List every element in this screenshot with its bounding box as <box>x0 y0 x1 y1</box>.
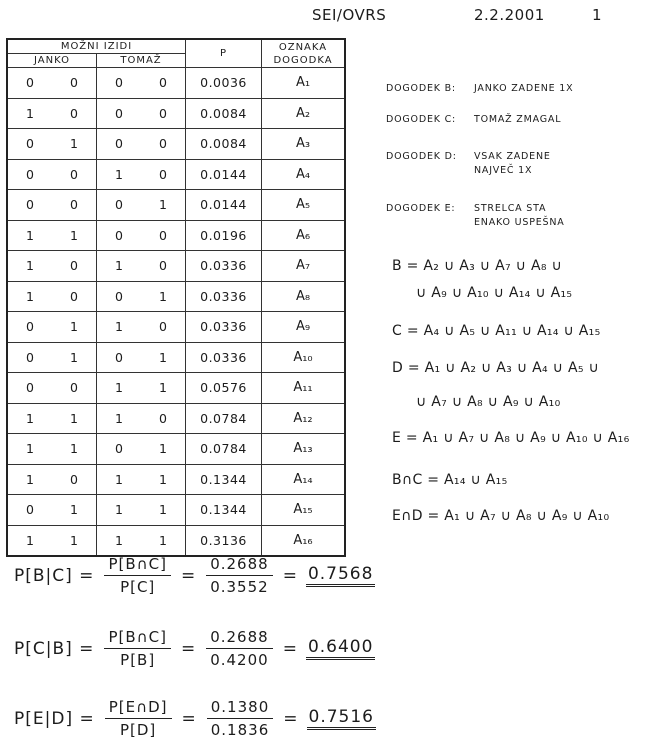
cell: 1 <box>7 403 52 434</box>
cell: 0 <box>52 98 97 129</box>
cell: 0 <box>141 159 186 190</box>
cell: 1 <box>52 403 97 434</box>
fraction-numerator: P[B∩C] <box>104 628 171 649</box>
event-label: A₁ <box>262 68 346 99</box>
fraction-denominator: 0.1836 <box>210 721 270 739</box>
equation-e-and-d: E∩D = A₁ ∪ A₇ ∪ A₈ ∪ A₉ ∪ A₁₀ <box>392 508 610 524</box>
equals-sign: = <box>282 565 298 586</box>
event-label: A₄ <box>262 159 346 190</box>
cell: 0 <box>97 434 142 465</box>
event-label: A₁₆ <box>262 525 346 556</box>
cell: 1 <box>97 312 142 343</box>
calc-p-c-given-b <box>14 628 375 669</box>
cell: 1 <box>141 525 186 556</box>
cell: 0 <box>7 68 52 99</box>
cell: 1 <box>7 434 52 465</box>
event-label: A₁₂ <box>262 403 346 434</box>
fraction-numerator: 0.2688 <box>206 628 273 649</box>
definition-e <box>386 202 584 230</box>
event-label: A₁₁ <box>262 373 346 404</box>
cell: 1 <box>97 373 142 404</box>
event-label: A₃ <box>262 129 346 160</box>
cell: 1 <box>52 495 97 526</box>
table-row <box>7 434 345 465</box>
table-row <box>7 525 345 556</box>
cell: 0 <box>7 373 52 404</box>
event-label: A₁₃ <box>262 434 346 465</box>
event-label: A₂ <box>262 98 346 129</box>
cell: 1 <box>97 495 142 526</box>
prob-cell: 0.3136 <box>186 525 262 556</box>
table-row <box>7 68 345 99</box>
cell: 1 <box>52 129 97 160</box>
equation-d-line-2: ∪ A₇ ∪ A₈ ∪ A₉ ∪ A₁₀ <box>416 394 561 410</box>
definition-key: DOGODEK D: <box>386 151 457 162</box>
cell: 1 <box>7 98 52 129</box>
cell: 1 <box>97 525 142 556</box>
event-label: A₁₅ <box>262 495 346 526</box>
label-header: OZNAKA DOGODKA <box>262 39 346 68</box>
equation-b-line-1: B = A₂ ∪ A₃ ∪ A₇ ∪ A₈ ∪ <box>392 258 563 274</box>
cell: 0 <box>7 190 52 221</box>
table-row <box>7 98 345 129</box>
prob-cell: 0.0336 <box>186 312 262 343</box>
cell: 0 <box>7 312 52 343</box>
cell: 0 <box>52 159 97 190</box>
cell: 0 <box>97 342 142 373</box>
definition-key: DOGODEK E: <box>386 203 456 214</box>
prob-cell: 0.0784 <box>186 434 262 465</box>
cell: 0 <box>141 220 186 251</box>
cell: 1 <box>52 220 97 251</box>
calc-result: 0.7568 <box>306 564 375 587</box>
fraction-denominator: P[B] <box>120 651 156 669</box>
definition-text: VSAK ZADENE NAJVEČ 1X <box>474 151 551 176</box>
cell: 1 <box>141 464 186 495</box>
table-row <box>7 464 345 495</box>
definition-d <box>386 150 574 178</box>
prob-cell: 0.0144 <box>186 190 262 221</box>
table-row <box>7 190 345 221</box>
cell: 0 <box>97 190 142 221</box>
equation-b-line-2: ∪ A₉ ∪ A₁₀ ∪ A₁₄ ∪ A₁₅ <box>416 285 573 301</box>
cell: 1 <box>141 373 186 404</box>
prob-cell: 0.0576 <box>186 373 262 404</box>
event-label: A₇ <box>262 251 346 282</box>
table-row <box>7 342 345 373</box>
cell: 0 <box>7 342 52 373</box>
event-label: A₁₀ <box>262 342 346 373</box>
cell: 1 <box>97 403 142 434</box>
cell: 0 <box>52 373 97 404</box>
fraction-numerator: P[E∩D] <box>105 698 172 719</box>
event-label: A₉ <box>262 312 346 343</box>
equals-sign: = <box>180 638 197 659</box>
cell: 1 <box>141 342 186 373</box>
prob-cell: 0.1344 <box>186 495 262 526</box>
table-row <box>7 220 345 251</box>
cell: 1 <box>141 434 186 465</box>
prob-cell: 0.0336 <box>186 281 262 312</box>
definition-text: STRELCA STA ENAKO USPEŠNA <box>474 203 565 228</box>
equals-sign: = <box>180 565 197 586</box>
calc-result: 0.7516 <box>307 707 376 730</box>
cell: 0 <box>97 281 142 312</box>
prob-cell: 0.0336 <box>186 251 262 282</box>
cell: 1 <box>7 464 52 495</box>
equals-sign: = <box>283 708 299 729</box>
symbolic-fraction <box>105 698 172 739</box>
equation-b-and-c: B∩C = A₁₄ ∪ A₁₅ <box>392 472 508 488</box>
table-row <box>7 281 345 312</box>
page-number: 1 <box>592 6 603 24</box>
cell: 0 <box>52 251 97 282</box>
equals-sign: = <box>282 638 298 659</box>
table-row <box>7 159 345 190</box>
event-label: A₆ <box>262 220 346 251</box>
fraction-denominator: P[D] <box>119 721 157 739</box>
cell: 0 <box>7 129 52 160</box>
prob-cell: 0.0084 <box>186 98 262 129</box>
cell: 1 <box>141 281 186 312</box>
event-label: A₅ <box>262 190 346 221</box>
fraction-numerator: P[B∩C] <box>104 555 171 576</box>
cell: 0 <box>97 129 142 160</box>
cell: 1 <box>7 220 52 251</box>
definition-key: DOGODEK B: <box>386 83 456 94</box>
cell: 0 <box>97 220 142 251</box>
table-row <box>7 129 345 160</box>
equation-e: E = A₁ ∪ A₇ ∪ A₈ ∪ A₉ ∪ A₁₀ ∪ A₁₆ <box>392 430 630 446</box>
cell: 1 <box>52 525 97 556</box>
table-row <box>7 251 345 282</box>
fraction-denominator: P[C] <box>120 578 156 596</box>
date: 2.2.2001 <box>474 6 545 24</box>
definition-key: DOGODEK C: <box>386 114 457 125</box>
cell: 1 <box>97 159 142 190</box>
outcomes-table <box>6 38 346 557</box>
prob-cell: 0.0336 <box>186 342 262 373</box>
cell: 1 <box>7 525 52 556</box>
symbolic-fraction <box>104 628 171 669</box>
cell: 1 <box>97 251 142 282</box>
symbolic-fraction <box>104 555 171 596</box>
cell: 0 <box>141 98 186 129</box>
equation-d-line-1: D = A₁ ∪ A₂ ∪ A₃ ∪ A₄ ∪ A₅ ∪ <box>392 360 600 376</box>
cell: 1 <box>52 342 97 373</box>
cell: 0 <box>7 159 52 190</box>
table-row <box>7 403 345 434</box>
cell: 0 <box>141 312 186 343</box>
definition-text: TOMAŽ ZMAGAL <box>474 114 562 125</box>
cell: 1 <box>141 190 186 221</box>
numeric-fraction <box>206 628 273 669</box>
prob-cell: 0.0036 <box>186 68 262 99</box>
cell: 0 <box>141 403 186 434</box>
cell: 1 <box>7 251 52 282</box>
cell: 1 <box>52 312 97 343</box>
equals-sign: = <box>181 708 197 729</box>
definition-c <box>386 113 561 127</box>
prob-header: P <box>186 39 262 68</box>
cell: 0 <box>7 495 52 526</box>
table-row <box>7 312 345 343</box>
table-row <box>7 495 345 526</box>
cell: 1 <box>97 464 142 495</box>
cell: 0 <box>97 98 142 129</box>
prob-cell: 0.0196 <box>186 220 262 251</box>
numeric-fraction <box>206 555 273 596</box>
calc-lhs: P[C|B] = <box>14 638 95 659</box>
event-label: A₁₄ <box>262 464 346 495</box>
cell: 0 <box>52 68 97 99</box>
player-2-header: TOMAŽ <box>97 54 186 68</box>
player-1-header: JANKO <box>7 54 97 68</box>
calc-p-e-given-d <box>14 698 376 739</box>
cell: 0 <box>52 190 97 221</box>
numeric-fraction <box>207 698 274 739</box>
fraction-denominator: 0.4200 <box>210 651 269 669</box>
calc-p-b-given-c <box>14 555 375 596</box>
prob-cell: 0.1344 <box>186 464 262 495</box>
cell: 0 <box>52 464 97 495</box>
definition-b <box>386 82 573 96</box>
equation-c: C = A₄ ∪ A₅ ∪ A₁₁ ∪ A₁₄ ∪ A₁₅ <box>392 323 601 339</box>
cell: 0 <box>141 68 186 99</box>
course-code: SEI/OVRS <box>312 6 387 24</box>
calc-lhs: P[E|D] = <box>14 708 95 729</box>
cell: 1 <box>52 434 97 465</box>
cell: 0 <box>141 129 186 160</box>
fraction-numerator: 0.1380 <box>207 698 274 719</box>
cell: 0 <box>52 281 97 312</box>
calc-lhs: P[B|C] = <box>14 565 95 586</box>
definition-text: JANKO ZADENE 1X <box>474 83 574 94</box>
cell: 1 <box>141 495 186 526</box>
group-header: MOŽNI IZIDI <box>7 39 186 54</box>
prob-cell: 0.0144 <box>186 159 262 190</box>
cell: 1 <box>7 281 52 312</box>
prob-cell: 0.0084 <box>186 129 262 160</box>
table-row <box>7 373 345 404</box>
cell: 0 <box>141 251 186 282</box>
fraction-numerator: 0.2688 <box>206 555 273 576</box>
fraction-denominator: 0.3552 <box>210 578 269 596</box>
event-label: A₈ <box>262 281 346 312</box>
cell: 0 <box>97 68 142 99</box>
prob-cell: 0.0784 <box>186 403 262 434</box>
calc-result: 0.6400 <box>306 637 375 660</box>
